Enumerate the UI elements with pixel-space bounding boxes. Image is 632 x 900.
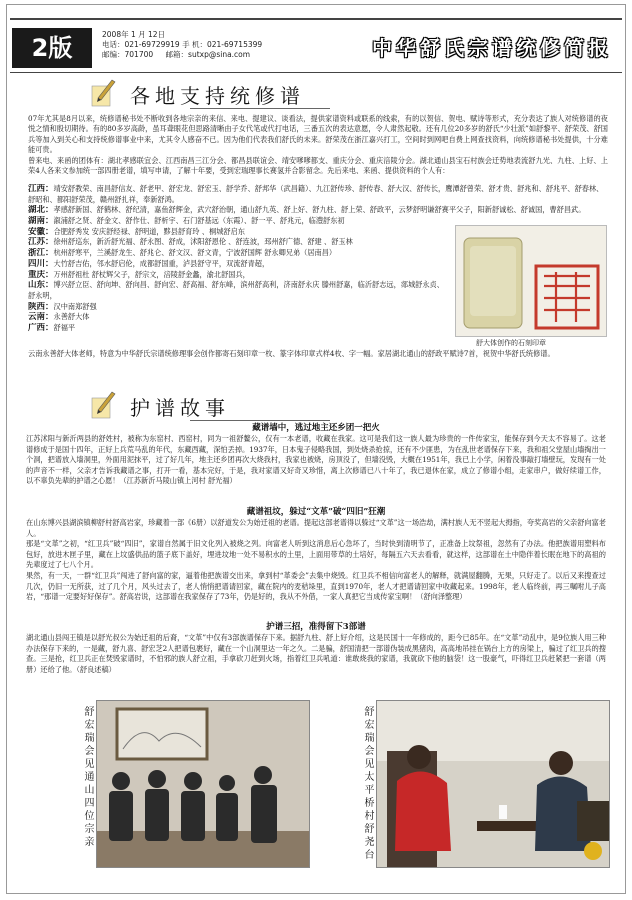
header-email: 邮箱：sutxp@sina.com (165, 50, 251, 59)
section1-intro: 07年尤其是8月以来，统修谱秘书处不断收到各地宗亲的来信、来电、提建议、谈看法，提供家谱资料或联系的线索，有的以贺信、贺电、赋诗等形式，充分表达了族人对统修谱的夜悦之情和殷切期待。有的80多岁高龄，虽耳聋眼花但思路清晰由子女代笔或代打电话，三番五次的表达意愿，令人肃然起敬。还有几位20多岁的舒氏“少壮派”如舒黎平、舒荣茂、舒国兵等加入到关心和支持统修谱事业中来，尤其令人感奋不已。因为他们代表我们舒氏的未来。舒荣茂在浙江嘉兴打工，空间时到网吧自费上网查找资料，向统修谱秘书处提供，十分难能可贵。 (28, 114, 608, 155)
header-phone: 电话：021-69729919 手 机：021-69715399 (102, 40, 263, 49)
section1-title: 各地支持统修谱 (130, 84, 305, 108)
section2-heading (90, 390, 390, 424)
header-info (102, 30, 262, 60)
contributor-names: 博兴舒立臣、舒向坤、舒向昌、舒向宏、舒高福、舒东峰，滨州舒高利，济南舒永庆 滕州舒嘉，临沂舒志远，郯城舒永贞、舒永明， (28, 280, 444, 300)
caption-left: 舒宏瑞会见通山四位宗亲 (82, 706, 93, 849)
section1-intro2: 曾来电、来函的团体有：湖北孝感联宜会、江西南昌三江分会、都昌县联谊会、靖安嗲嗲都支、重庆分会、重庆涪陵分会。湖北通山县宝石村族会迁势地表流舒九光、九柱、上好、上荣4人各来文参加统一部四册老谱，填写申请，了解十年要，受到宏瑞理事长赛氢并合影留念。先后来电、来函、提供资料的个人有： (28, 156, 608, 176)
contributor-row (28, 280, 448, 301)
contributor-names: 孝感舒新国、舒鹤林、舒纪清，嘉鱼舒辉金，武穴舒治朝，通山舒九英、舒上好、舒九柱、舒上荣、舒政平，云梦舒明谦舒赛平父子，阳新舒诚松、舒诚国，曹舒昌武。 (53, 205, 586, 215)
story2-text: 在山东博兴县湖滨镇柳舒村舒高岩家，珍藏着一部《6册）以舒道发公为始迁祖的老谱。提起这部老谱得以躲过“文革”这一场浩劫，满村族人无不竖起大拇指，夸奖高岩的父亲舒向富老人。 那是“文革”之初，“红卫兵”破“四旧”，家谱自然属于旧文化列入被烧之列。向富老人听到这消息后心急坏了，当时快到清明节了，正准备上坟祭祖，忽然有了办法。他把族谱用塑料布包好，放进木匣子里，藏在上坟盛供品的篮子底下盖好，埋进坟地一处不易积水的土里，上面用带草的土培好，每隔五六天去看看，就这样，这部谱在土中隐伴着长眠在地下的高祖的先辈度过了七八个月。 果然，有一天，一群“红卫兵”闯进了舒向富的家，逼着他把族谱交出来，拿到村“革委会”去集中烧毁。红卫兵不相信向富老人的解释，就满屋翻腾，无果，只好走了。以后又来搜查过几次，仍旧一无所获，过了几个月，风头过去了，老人悄悄把谱请回家，藏在院内的麦秸垛里，直到1970年，老人才把谱请回家中收藏起来。1998年，老人临终前，再三嘱咐儿子高岩，“那谱一定要好好保存”。舒高岩说，这部谱在我家保存了73年，仍是好的，我从不外借，一家人真把它当成传家宝啊！（舒向泽整理） (26, 518, 606, 602)
story2-title: 藏谱祖坟，躲过“文革”破“四旧”狂潮 (246, 507, 386, 517)
contributor-names: 溆浦舒之贤、舒金文、舒作仕、舒析宇、石门舒基远（东霞）、舒一平、舒兆元，临澧舒东初 (53, 216, 345, 226)
province-label: 重庆： (28, 269, 54, 280)
header-bottom-rule (10, 72, 622, 73)
contributor-row (28, 227, 510, 238)
edition-badge: 2版 (12, 28, 92, 68)
story1-text: 江苏沭阳与新沂两县的舒姓村，被称为东窑村、西窑村，同为一祖舒鳌公，仅有一本老谱，收藏在我家。这可是我们这一族人最为珍贵的一件传家宝，能保存到今天太不容易了。这老谱修成于是国十四年，正好上兵荒马乱的年代，东藏西藏，深怕丢掉。1937年，日本鬼子侵略我国，到处烧杀抢掠，还有不少匪患，为在乱世老谱保存下来，我和祖父堂屋山墙掏出一个洞，把谱放入墙洞里，外面用泥抹平，过了好几年，地主还乡团再次大烧我村，我家也被烧，房顶没了，但墙没毁，大概在1951年，我已上小学，闲着没事敲打墙壁玩，发现有一处的声音不一样，父亲才告诉我藏谱之事，打开一看，基本完好，于是，我对家谱又好奇又珍惜，离上次修谱已八十年了，我已退休在家，成立了修谱小组，走家串户，做好续谱工作，以不辜负先辈的护谱之心愿！（江苏新沂马陵山镇上河村 舒光福） (26, 434, 606, 486)
meeting-photo-image (377, 701, 609, 867)
contributor-row (28, 302, 510, 313)
contributor-row (28, 270, 510, 281)
section1-heading (90, 78, 390, 112)
province-label: 浙江： (28, 248, 54, 259)
province-label: 云南： (28, 312, 54, 323)
province-label: 江西： (28, 184, 54, 194)
contributor-row (28, 248, 510, 259)
story3-title: 护谱三招，准得留下3部谱 (266, 622, 366, 632)
province-label: 广西： (28, 323, 54, 334)
contributor-row (28, 216, 510, 227)
contributor-names: 合肥舒秀发 安庆舒经禄、舒明道，黟县舒育玲 、桐城舒启东 (53, 226, 245, 236)
masthead-title: 中华舒氏宗谱统修简报 (372, 36, 612, 60)
province-label: 陕西： (28, 301, 54, 312)
contributor-names: 汉中南郑舒强 (53, 301, 97, 311)
section1-underline (190, 108, 330, 109)
section1-closing: 云南永善舒大体老师，特意为中华舒氏宗谱统修理事会创作都寄石刻印章一枚、篆字体印章式样4枚、字一幅。家居湖北通山的舒政平赋诗7首，祝贺中华舒氏统修谱。 (28, 349, 555, 358)
province-label: 湖北： (28, 205, 54, 216)
contributor-row (28, 323, 510, 334)
page-header (10, 22, 622, 78)
contributor-names: 徐州舒巡东，新沂舒光福、舒永图、舒成，沭阳舒恩伦 、舒连波，邳州舒广德、舒建 、舒玉林 (53, 237, 353, 247)
pencil-note-icon (90, 78, 116, 108)
header-post-email-line (102, 50, 262, 60)
seal-photo (455, 225, 607, 337)
stone-seal-image (456, 226, 606, 336)
seal-caption: 舒大体创作的石刻印章 (476, 339, 546, 347)
photo-meeting-tongshan (96, 700, 310, 868)
contributor-names: 万州舒祖杜 舒杖辉父子，舒宗文，涪陵舒金蠡，渝北舒国兵， (53, 269, 250, 279)
contributor-row (28, 184, 608, 205)
photo-meeting-taipingqiao (376, 700, 610, 868)
province-label: 安徽： (28, 226, 54, 237)
contributor-names: 杭州舒寒平，兰溪舒龙生、舒兆仑、舒文汉、舒文青，宁波舒国辉 舒永卿兄弟（居南昌） (53, 248, 337, 258)
province-label: 山东： (28, 280, 54, 291)
contributor-row (28, 237, 510, 248)
section2-title: 护谱故事 (130, 396, 230, 420)
province-label: 江苏： (28, 237, 54, 248)
header-top-rule (10, 18, 622, 20)
group-photo-image (97, 701, 309, 867)
header-date: 2008年 1 月 12日 (102, 30, 166, 39)
contributor-list (28, 184, 604, 334)
caption-right: 舒宏瑞会见太平桥村舒尧台 (362, 706, 373, 862)
contributor-names: 永善舒大体 (53, 312, 90, 322)
province-label: 四川： (28, 258, 54, 269)
pencil-note-icon (90, 390, 116, 420)
header-post: 邮编：701700 (102, 50, 154, 59)
contributor-names: 靖安舒教荣、南昌舒信友、舒老甲、舒宏龙、舒宏玉、舒学乔、舒邦华（武昌籍）、九江舒传珍、舒传春、舒大汉、舒传长，鹰潭舒曾荣、舒才贵、舒兆和、舒兆平、舒春林、舒昭和、都阳舒荣茂，赣州舒扎祥，奉新舒鸿。 (28, 184, 604, 204)
story1-title: 藏谱墙中，逃过地主还乡团一把火 (252, 423, 380, 433)
contributor-row (28, 259, 510, 270)
contributor-row (28, 312, 510, 323)
contributor-names: 大竹舒吉佑，邻水舒启伦，成都舒国重，泸县舒守平，双流舒青超， (53, 258, 270, 268)
contributor-names: 舒福平 (53, 323, 76, 333)
story3-text: 湖北通山县闯王镇是以舒光叔公为始迁祖的后裔，“文革”中仅有3部族谱保存下来。据舒九柱、舒上好介绍，这是民国十一年修成的，距今已85年。在“文革”动乱中，是9位族人用三种办法保存下来的，一是藏，舒九喜、舒宏芝2人把谱包裹好，藏在一个山洞里达一年之久。二是骗，舒国清把一部谱伪装成黑猪肉，高高地吊挂在锅台上方的房梁上，骗过了红卫兵的搜查。三是抢，红卫兵正在焚毁家谱时，不怕邪的族人舒立祖，手拿砍刀赶到火场，指着红卫兵吼道：谁敢烧我的家谱，我就砍下他的脑袋！这一股豪气，吓得红卫兵赶紧把一套谱（两册）还给了他。（舒良述稿） (26, 633, 606, 674)
province-label: 湖南： (28, 216, 54, 227)
contributor-row (28, 205, 608, 216)
